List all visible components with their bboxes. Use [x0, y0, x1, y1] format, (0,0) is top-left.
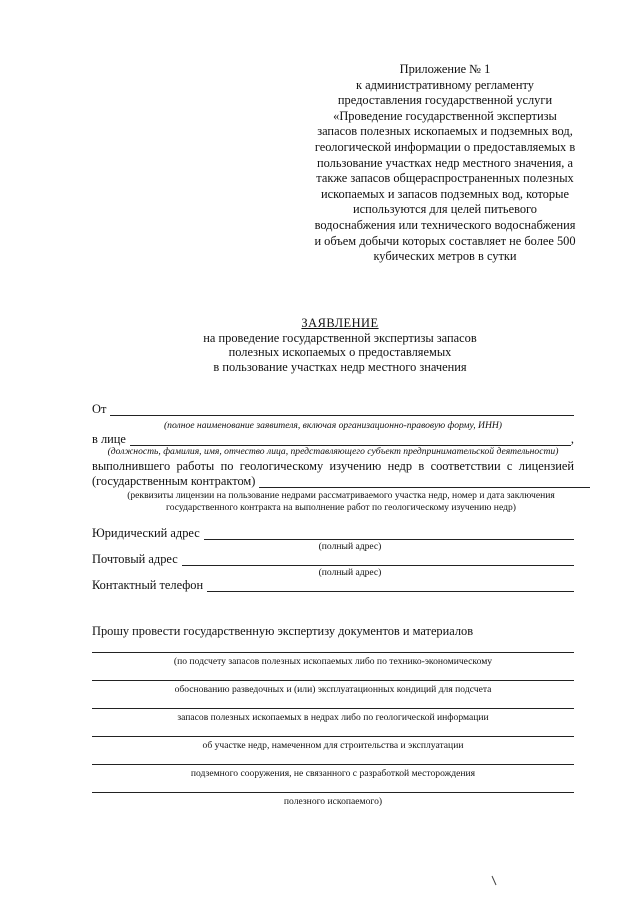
phone-row — [92, 578, 574, 592]
appendix-line: также запасов общераспространенных полезных — [316, 171, 574, 186]
phone-label: Контактный телефон — [92, 578, 204, 592]
request-hint: полезного ископаемого) — [283, 796, 383, 807]
contract-row — [92, 474, 590, 488]
request-line[interactable] — [92, 708, 574, 709]
scan-mark-icon — [490, 874, 500, 888]
appendix-line: геологической информации о предоставляемых в — [314, 139, 576, 154]
request-hint: запасов полезных ископаемых в недрах либо по геологической информации — [177, 712, 489, 723]
postal-address-field[interactable] — [182, 554, 574, 566]
from-hint: (полное наименование заявителя, включая организационно-правовую форму, ИНН) — [163, 420, 502, 431]
phone-field[interactable] — [207, 580, 574, 592]
appendix-line: запасов полезных ископаемых и подземных вод, — [317, 124, 573, 139]
appendix-line: ископаемых и запасов подземных вод, которые — [321, 186, 569, 201]
request-hint: подземного сооружения, не связанного с разработкой месторождения — [190, 768, 476, 779]
person-row — [92, 432, 574, 446]
appendix-line: кубических метров в сутки — [373, 249, 517, 264]
request-line[interactable] — [92, 792, 574, 793]
legal-address-hint: (полный адрес) — [318, 541, 382, 552]
person-label: в лице — [92, 432, 126, 446]
contract-field[interactable] — [259, 476, 590, 488]
from-label: От — [92, 402, 107, 416]
appendix-line: предоставления государственной услуги — [337, 93, 553, 108]
postal-address-hint: (полный адрес) — [318, 567, 382, 578]
request-line[interactable] — [92, 652, 574, 653]
appendix-line: и объем добычи которых составляет не более 500 — [314, 233, 576, 248]
appendix-header — [300, 62, 590, 265]
legal-address-field[interactable] — [204, 528, 574, 540]
request-hint: (по подсчету запасов полезных ископаемых либо по технико-экономическому — [173, 656, 493, 667]
appendix-line: «Проведение государственной экспертизы — [333, 108, 557, 123]
postal-address-label: Почтовый адрес — [92, 552, 178, 566]
legal-address-row — [92, 526, 574, 540]
license-hint-2: государственного контракта на выполнение работ по геологическому изучению недр) — [166, 502, 516, 513]
postal-address-row — [92, 552, 574, 566]
legal-address-label: Юридический адрес — [92, 526, 200, 540]
appendix-line: пользование участках недр местного значения, а — [317, 155, 573, 170]
title-line: на проведение государственной экспертизы запасов — [203, 330, 477, 345]
request-line[interactable] — [92, 764, 574, 765]
request-hint: об участке недр, намеченном для строительства и эксплуатации — [202, 740, 464, 751]
license-hint-1: (реквизиты лицензии на пользование недрами рассматриваемого участка недр, номер и дата заключения — [127, 490, 555, 501]
title-line: полезных ископаемых о предоставляемых — [228, 345, 452, 360]
person-field[interactable] — [130, 434, 571, 446]
appendix-line: используются для целей питьевого — [353, 202, 537, 217]
appendix-line: к административному регламенту — [356, 77, 534, 92]
request-line[interactable] — [92, 680, 574, 681]
contract-label: (государственным контрактом) — [92, 474, 256, 488]
request-row — [92, 624, 574, 638]
appendix-line: водоснабжения или технического водоснабжения — [314, 217, 576, 232]
person-hint: (должность, фамилия, имя, отчество лица, представляющего субъект предпринимательской деятельности) — [107, 446, 559, 457]
title-line: в пользование участках недр местного значения — [213, 359, 467, 374]
request-hint: обоснованию разведочных и (или) эксплуатационных кондиций для подсчета — [174, 684, 492, 695]
document-title — [110, 316, 570, 374]
person-comma: , — [570, 432, 574, 446]
request-text: Прошу провести государственную экспертизу документов и материалов — [92, 624, 474, 638]
appendix-line: Приложение № 1 — [399, 62, 491, 76]
from-row — [92, 402, 574, 416]
title-heading: ЗАЯВЛЕНИЕ — [301, 316, 379, 330]
license-text: выполнившего работы по геологическому изучению недр в соответствии с лицензией — [92, 459, 574, 473]
request-line[interactable] — [92, 736, 574, 737]
from-field[interactable] — [110, 404, 574, 416]
